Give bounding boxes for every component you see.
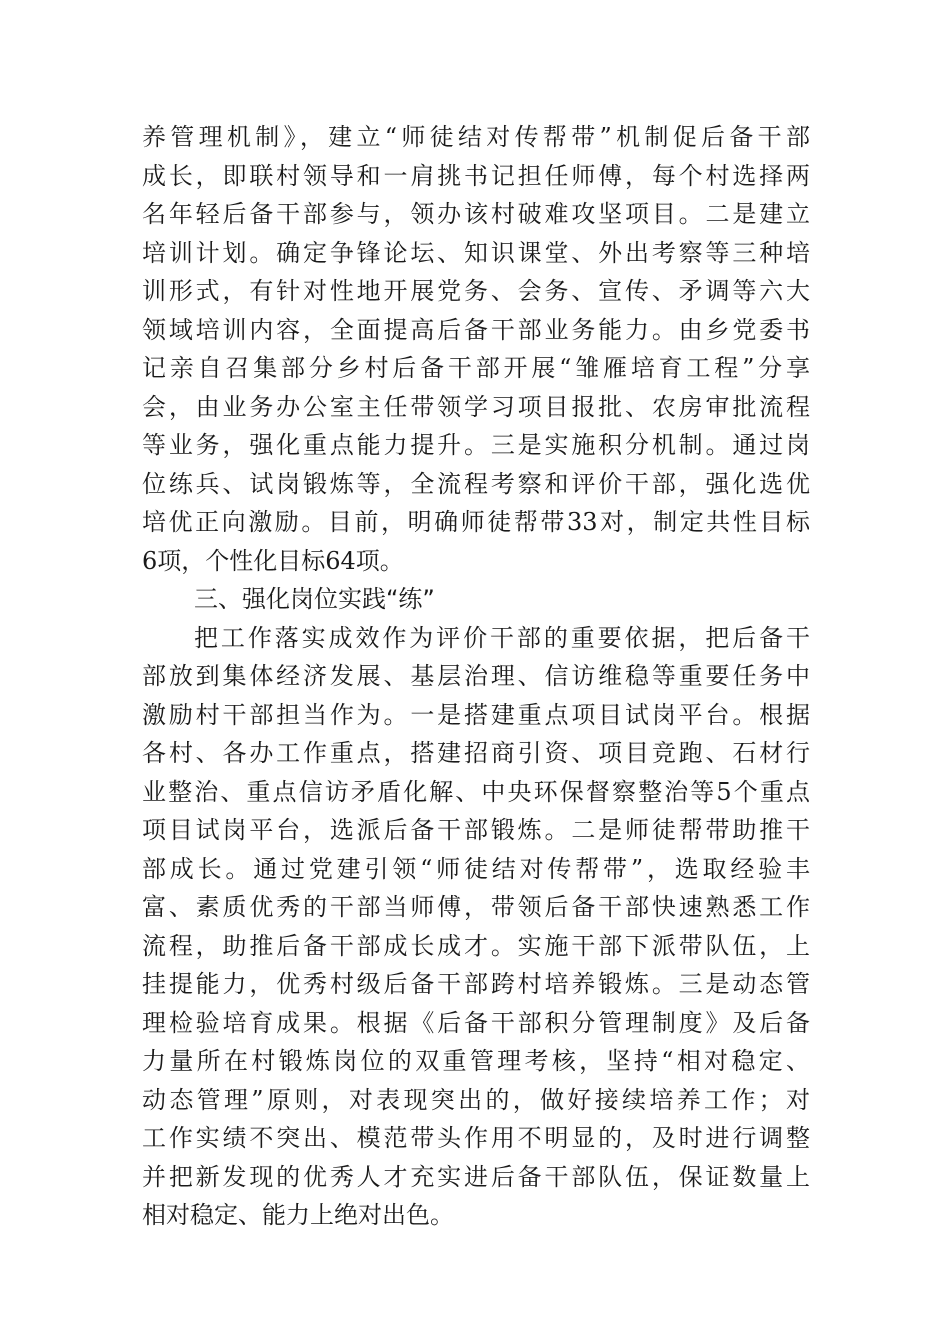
text-line: 并把新发现的优秀人才充实进后备干部队伍，保证数量上 — [142, 1162, 810, 1191]
text-line: 项目试岗平台，选派后备干部锻炼。二是师徒帮带助推干 — [142, 816, 810, 844]
text-line: 力量所在村锻炼岗位的双重管理考核，坚持“相对稳定、 — [142, 1047, 810, 1075]
document-page — [142, 118, 810, 1235]
text-line: 培训计划。确定争锋论坛、知识课堂、外出考察等三种培 — [142, 238, 810, 267]
text-line: 工作实绩不突出、模范带头作用不明显的，及时进行调整 — [142, 1124, 810, 1152]
text-line: 部成长。通过党建引领“师徒结对传帮带”，选取经验丰 — [142, 854, 810, 883]
text-line: 部放到集体经济发展、基层治理、信访维稳等重要任务中 — [142, 662, 810, 690]
text-line: 领域培训内容，全面提高后备干部业务能力。由乡党委书 — [142, 315, 810, 344]
text-line: 把工作落实成效作为评价干部的重要依据，把后备干 — [194, 623, 810, 652]
text-line: 名年轻后备干部参与，领办该村破难攻坚项目。二是建立 — [142, 200, 810, 228]
text-line: 培优正向激励。目前，明确师徒帮带33对，制定共性目标 — [142, 508, 810, 536]
text-line: 流程，助推后备干部成长成才。实施干部下派带队伍，上 — [142, 931, 810, 960]
text-line: 富、素质优秀的干部当师傅，带领后备干部快速熟悉工作 — [142, 893, 810, 921]
text-line: 激励村干部担当作为。一是搭建重点项目试岗平台。根据 — [142, 700, 810, 729]
text-line: 养管理机制》，建立“师徒结对传帮带”机制促后备干部 — [142, 123, 810, 151]
paragraph-1 — [142, 118, 810, 580]
text-line: 会，由业务办公室主任带领学习项目报批、农房审批流程 — [142, 392, 810, 421]
text-line: 位练兵、试岗锻炼等，全流程考察和评价干部，强化选优 — [142, 469, 810, 498]
text-line: 理检验培育成果。根据《后备干部积分管理制度》及后备 — [142, 1008, 810, 1037]
text-line: 各村、各办工作重点，搭建招商引资、项目竞跑、石材行 — [142, 739, 810, 767]
text-line: 挂提能力，优秀村级后备干部跨村培养锻炼。三是动态管 — [142, 970, 810, 998]
text-line: 等业务，强化重点能力提升。三是实施积分机制。通过岗 — [142, 431, 810, 459]
text-line: 训形式，有针对性地开展党务、会务、宣传、矛调等六大 — [142, 277, 810, 305]
text-line: 成长，即联村领导和一肩挑书记担任师傅，每个村选择两 — [142, 161, 810, 190]
text-line: 6项，个性化目标64项。 — [142, 546, 404, 575]
text-line: 动态管理”原则，对表现突出的，做好接续培养工作；对 — [142, 1085, 810, 1114]
section-heading: 三、强化岗位实践“练” — [194, 585, 435, 613]
paragraph-2 — [142, 619, 810, 1235]
text-line: 记亲自召集部分乡村后备干部开展“雏雁培育工程”分享 — [142, 354, 810, 382]
text-line: 业整治、重点信访矛盾化解、中央环保督察整治等5个重点 — [142, 777, 810, 806]
text-line: 相对稳定、能力上绝对出色。 — [142, 1201, 454, 1229]
